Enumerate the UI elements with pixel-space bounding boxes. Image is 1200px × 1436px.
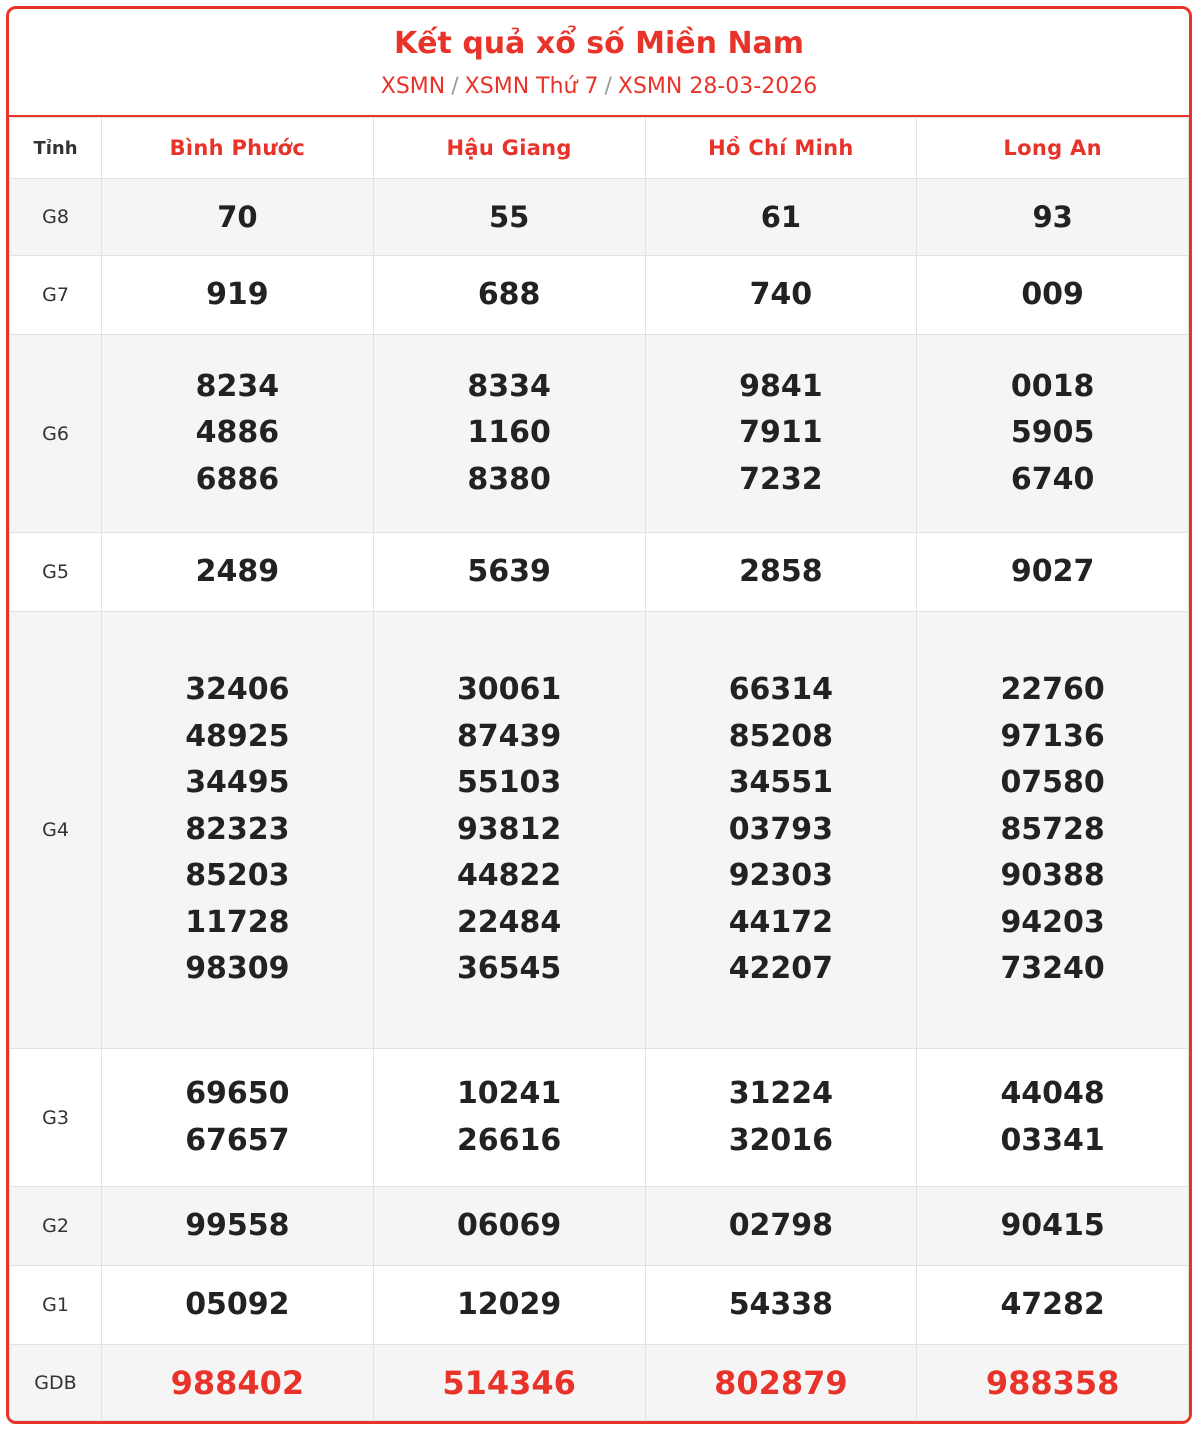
prize-number: 55 — [488, 199, 530, 234]
prize-number: 42207 — [728, 951, 834, 987]
prize-number: 85208 — [728, 718, 834, 754]
prize-number: 03793 — [728, 811, 834, 847]
prize-numbers-cell — [373, 1266, 645, 1345]
prize-numbers-cell — [645, 334, 917, 532]
prize-numbers-cell — [917, 533, 1189, 612]
prize-numbers-cell — [102, 255, 374, 334]
breadcrumb-item-weekday[interactable]: XSMN Thứ 7 — [464, 73, 599, 99]
special-prize-cell — [102, 1345, 374, 1421]
table-row — [10, 1187, 1189, 1266]
table-row — [10, 1345, 1189, 1421]
breadcrumb-separator: / — [604, 73, 612, 99]
prize-number: 8380 — [467, 461, 551, 497]
prize-numbers-cell — [102, 179, 374, 256]
prize-numbers-cell — [917, 1187, 1189, 1266]
page-title: Kết quả xổ số Miền Nam — [393, 26, 805, 61]
prize-number: 5905 — [1010, 415, 1095, 451]
prize-number: 99558 — [185, 1208, 290, 1244]
results-body — [10, 179, 1189, 1421]
prize-number: 47282 — [1000, 1287, 1105, 1323]
prize-numbers-cell — [373, 179, 645, 256]
prize-number: 02798 — [728, 1208, 834, 1244]
prize-numbers-cell — [917, 179, 1189, 256]
prize-number: 12029 — [456, 1287, 562, 1323]
table-row — [10, 612, 1189, 1049]
prize-number: 919 — [206, 276, 269, 312]
prize-number: 31224 — [728, 1076, 834, 1112]
prize-number: 55103 — [456, 765, 562, 801]
prize-number: 05092 — [185, 1287, 290, 1323]
prize-number: 0018 — [1010, 368, 1095, 404]
prize-number: 67657 — [185, 1122, 290, 1158]
prize-number: 688 — [477, 276, 541, 312]
prize-number: 97136 — [1000, 718, 1105, 754]
prize-label: G6 — [10, 334, 102, 532]
prize-numbers-cell — [645, 1048, 917, 1187]
prize-number: 6740 — [1010, 461, 1095, 497]
special-prize-cell — [917, 1345, 1189, 1421]
prize-numbers-cell — [917, 1266, 1189, 1345]
prize-number: 1160 — [467, 415, 551, 451]
prize-number: 8334 — [467, 368, 551, 404]
column-header-prize: Tỉnh — [10, 118, 102, 179]
prize-numbers-cell — [645, 179, 917, 256]
prize-number: 30061 — [456, 672, 562, 708]
prize-number: 36545 — [456, 951, 562, 987]
prize-number: 988358 — [985, 1363, 1120, 1402]
prize-number: 7911 — [739, 415, 823, 451]
prize-number: 44822 — [456, 858, 562, 894]
prize-number: 32406 — [185, 672, 290, 708]
prize-label: G3 — [10, 1048, 102, 1187]
column-header-province-0: Bình Phước — [102, 118, 374, 179]
prize-number: 92303 — [728, 858, 834, 894]
card-header — [9, 9, 1189, 117]
prize-number: 03341 — [1000, 1122, 1105, 1158]
prize-numbers-cell — [645, 533, 917, 612]
prize-number: 9027 — [1010, 553, 1095, 589]
prize-numbers-cell — [102, 1266, 374, 1345]
prize-number: 4886 — [195, 415, 280, 451]
results-table — [9, 117, 1189, 1421]
prize-number: 11728 — [185, 904, 290, 940]
prize-number: 009 — [1021, 276, 1084, 312]
prize-number: 85203 — [185, 858, 290, 894]
prize-number: 22760 — [1000, 672, 1105, 708]
prize-label: G5 — [10, 533, 102, 612]
table-row — [10, 1266, 1189, 1345]
prize-number: 988402 — [170, 1363, 305, 1402]
special-prize-cell — [645, 1345, 917, 1421]
prize-numbers-cell — [645, 1266, 917, 1345]
prize-numbers-cell — [102, 1048, 374, 1187]
lottery-result-card — [6, 6, 1192, 1424]
prize-number: 10241 — [456, 1076, 562, 1112]
prize-numbers-cell — [373, 1048, 645, 1187]
prize-number: 740 — [749, 276, 813, 312]
special-prize-cell — [373, 1345, 645, 1421]
prize-number: 93 — [1032, 199, 1073, 234]
prize-numbers-cell — [102, 612, 374, 1049]
prize-number: 87439 — [456, 718, 562, 754]
prize-numbers-cell — [373, 612, 645, 1049]
breadcrumb-item-region[interactable]: XSMN — [380, 73, 446, 99]
column-header-province-3: Long An — [917, 118, 1189, 179]
prize-number: 7232 — [739, 461, 823, 497]
column-header-province-2: Hồ Chí Minh — [645, 118, 917, 179]
prize-number: 34551 — [728, 765, 834, 801]
prize-numbers-cell — [917, 334, 1189, 532]
prize-numbers-cell — [917, 255, 1189, 334]
prize-number: 94203 — [1000, 904, 1105, 940]
prize-numbers-cell — [645, 255, 917, 334]
prize-number: 26616 — [456, 1122, 562, 1158]
prize-number: 44172 — [728, 904, 834, 940]
prize-numbers-cell — [373, 1187, 645, 1266]
breadcrumb-item-date[interactable]: XSMN 28-03-2026 — [617, 73, 818, 99]
prize-number: 90415 — [1000, 1208, 1105, 1244]
prize-label: GDB — [10, 1345, 102, 1421]
prize-number: 2858 — [739, 553, 823, 589]
prize-number: 5639 — [467, 553, 551, 589]
prize-number: 93812 — [456, 811, 562, 847]
prize-number: 70 — [217, 199, 258, 234]
prize-number: 514346 — [442, 1363, 576, 1402]
breadcrumb-separator: / — [451, 73, 459, 99]
prize-number: 802879 — [714, 1363, 848, 1402]
prize-number: 6886 — [195, 461, 280, 497]
prize-number: 82323 — [185, 811, 290, 847]
prize-numbers-cell — [373, 334, 645, 532]
prize-label: G2 — [10, 1187, 102, 1266]
prize-label: G7 — [10, 255, 102, 334]
prize-number: 69650 — [185, 1076, 290, 1112]
prize-number: 34495 — [185, 765, 290, 801]
prize-number: 66314 — [728, 672, 834, 708]
prize-number: 44048 — [1000, 1076, 1105, 1112]
table-row — [10, 179, 1189, 256]
breadcrumb — [19, 73, 1179, 102]
prize-number: 54338 — [728, 1287, 834, 1323]
prize-number: 98309 — [185, 951, 290, 987]
prize-numbers-cell — [373, 533, 645, 612]
table-header-row — [10, 118, 1189, 179]
prize-number: 07580 — [1000, 765, 1105, 801]
prize-number: 73240 — [1000, 951, 1105, 987]
prize-number: 22484 — [456, 904, 562, 940]
prize-numbers-cell — [917, 612, 1189, 1049]
prize-number: 9841 — [739, 368, 823, 404]
prize-number: 61 — [760, 199, 802, 234]
prize-numbers-cell — [645, 1187, 917, 1266]
prize-number: 2489 — [195, 553, 280, 589]
prize-number: 90388 — [1000, 858, 1105, 894]
prize-numbers-cell — [645, 612, 917, 1049]
table-row — [10, 334, 1189, 532]
table-row — [10, 255, 1189, 334]
prize-number: 32016 — [728, 1122, 834, 1158]
prize-number: 06069 — [456, 1208, 562, 1244]
prize-label: G1 — [10, 1266, 102, 1345]
prize-numbers-cell — [373, 255, 645, 334]
prize-label: G8 — [10, 179, 102, 256]
prize-number: 85728 — [1000, 811, 1105, 847]
prize-numbers-cell — [102, 334, 374, 532]
table-row — [10, 1048, 1189, 1187]
column-header-province-1: Hậu Giang — [373, 118, 645, 179]
prize-label: G4 — [10, 612, 102, 1049]
table-row — [10, 533, 1189, 612]
prize-numbers-cell — [102, 1187, 374, 1266]
prize-numbers-cell — [917, 1048, 1189, 1187]
prize-numbers-cell — [102, 533, 374, 612]
prize-number: 48925 — [185, 718, 290, 754]
prize-number: 8234 — [195, 368, 280, 404]
